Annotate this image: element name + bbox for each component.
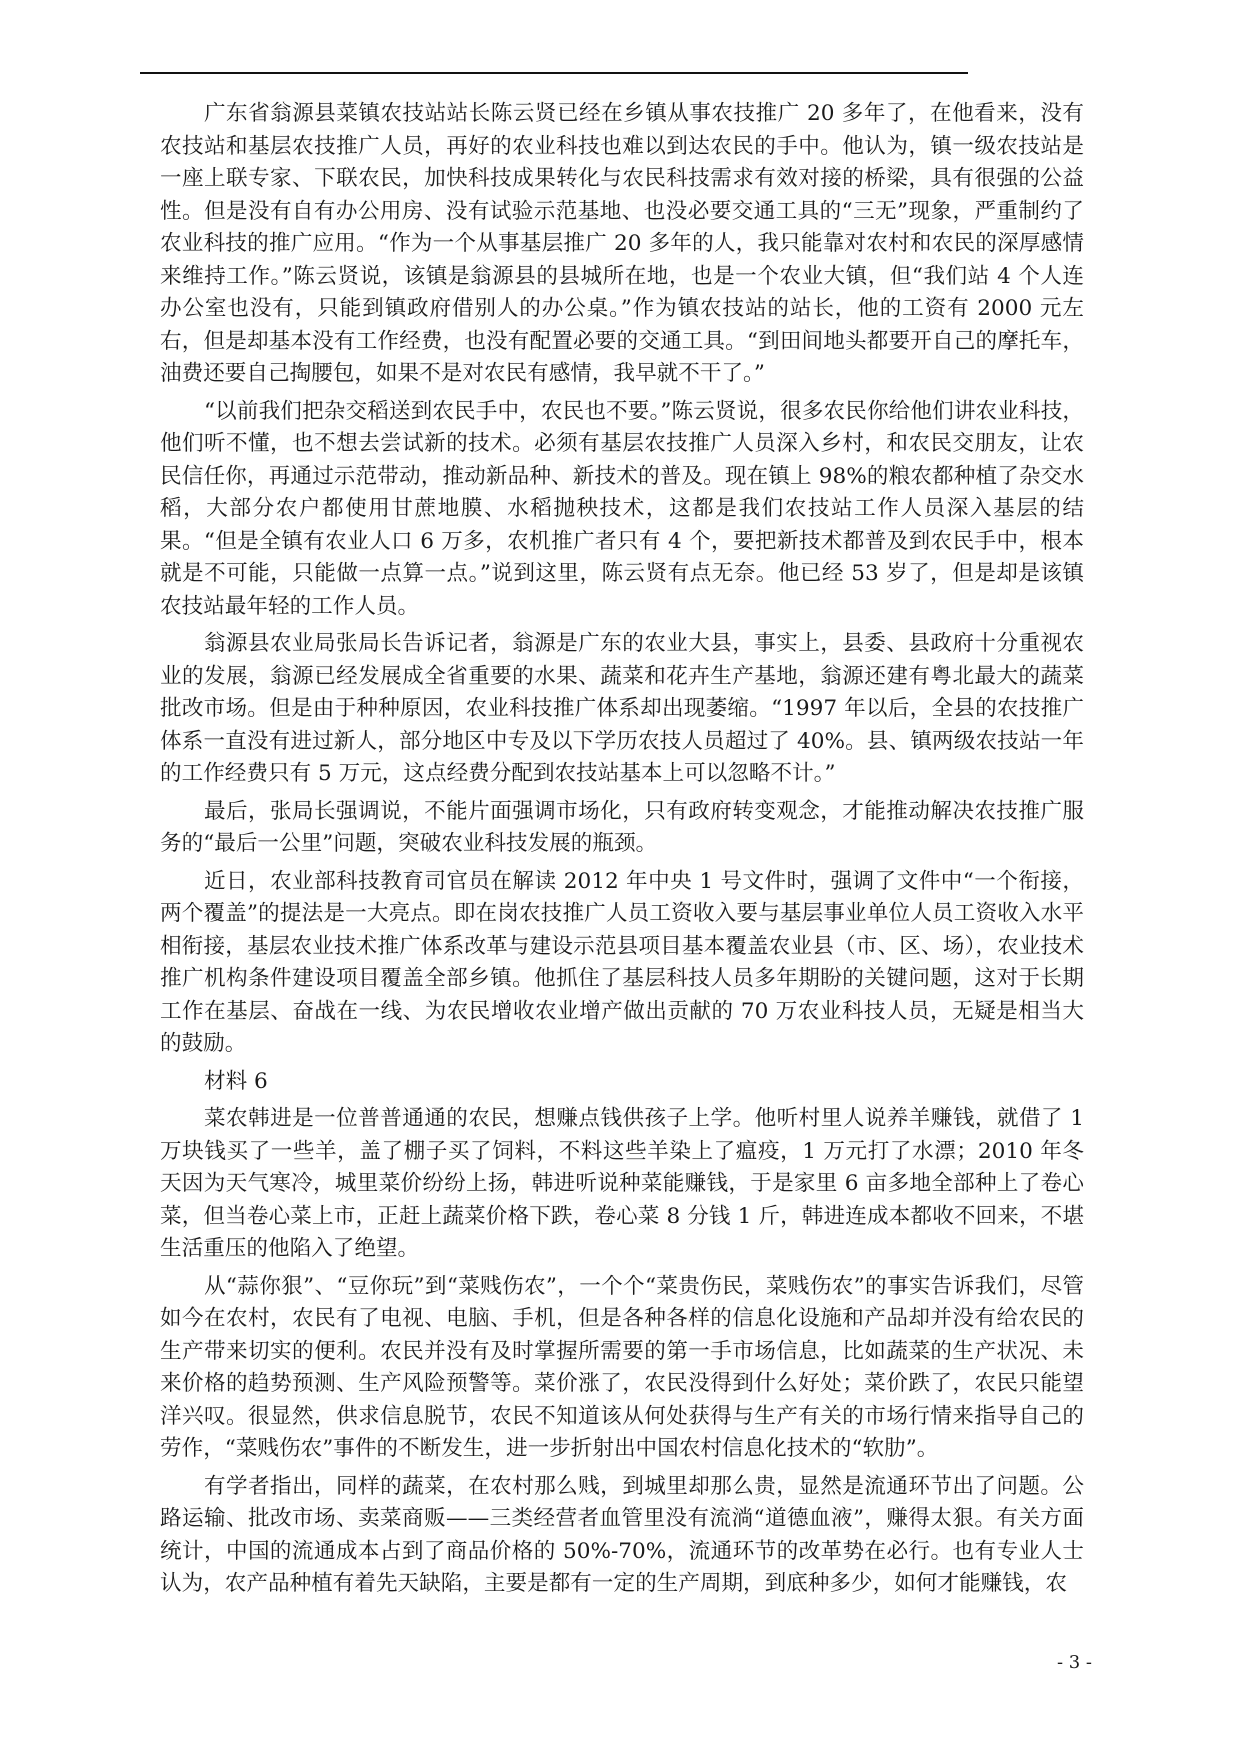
- paragraph: 有学者指出，同样的蔬菜，在农村那么贱，到城里却那么贵，显然是流通环节出了问题。公路运输、批改市场、卖菜商贩——三类经营者血管里没有流淌“道德血液”，赚得太狠。有关方面统计，中国的流通成本占到了商品价格的 50%-70%，流通环节的改革势在必行。也有专业人士认为，农产品种植有着先天缺陷，主要是都有一定的生产周期，到底种多少，如何才能赚钱，农: [160, 1473, 1084, 1596]
- paragraph: 最后，张局长强调说，不能片面强调市场化，只有政府转变观念，才能推动解决农技推广服务的“最后一公里”问题，突破农业科技发展的瓶颈。: [160, 798, 1084, 856]
- paragraph: 广东省翁源县菜镇农技站站长陈云贤已经在乡镇从事农技推广 20 多年了，在他看来，没有农技站和基层农技推广人员，再好的农业科技也难以到达农民的手中。他认为，镇一级农技站是一座上联专家、下联农民，加快科技成果转化与农民科技需求有效对接的桥梁，具有很强的公益性。但是没有自有办公用房、没有试验示范基地、也没必要交通工具的“三无”现象，严重制约了农业科技的推广应用。“作为一个从事基层推广 20 多年的人，我只能靠对农村和农民的深厚感情来维持工作。”陈云贤说，该镇是翁源县的县城所在地，也是一个农业大镇，但“我们站 4 个人连办公室也没有，只能到镇政府借别人的办公桌。”作为镇农技站的站长，他的工资有 2000 元左右，但是却基本没有工作经费，也没有配置必要的交通工具。“到田间地头都要开自己的摩托车，油费还要自己掏腰包，如果不是对农民有感情，我早就不干了。”: [160, 101, 1084, 386]
- header-rule: [140, 72, 968, 74]
- page-number: - 3 -: [1056, 1652, 1092, 1673]
- paragraph: 近日，农业部科技教育司官员在解读 2012 年中央 1 号文件时，强调了文件中“一个衔接，两个覆盖”的提法是一大亮点。即在岗农技推广人员工资收入要与基层事业单位人员工资收入水平相衔接，基层农业技术推广体系改革与建设示范县项目基本覆盖农业县（市、区、场），农业技术推广机构条件建设项目覆盖全部乡镇。他抓住了基层科技人员多年期盼的关键问题，这对于长期工作在基层、奋战在一线、为农民增收农业增产做出贡献的 70 万农业科技人员，无疑是相当大的鼓励。: [160, 868, 1084, 1056]
- document-body: [160, 98, 1084, 1606]
- section-heading-material-6: 材料 6: [204, 1068, 268, 1094]
- paragraph: 翁源县农业局张局长告诉记者，翁源是广东的农业大县，事实上，县委、县政府十分重视农业的发展，翁源已经发展成全省重要的水果、蔬菜和花卉生产基地，翁源还建有粤北最大的蔬菜批改市场。但是由于种种原因，农业科技推广体系却出现萎缩。“1997 年以后，全县的农技推广体系一直没有进过新人，部分地区中专及以下学历农技人员超过了 40%。县、镇两级农技站一年的工作经费只有 5 万元，这点经费分配到农技站基本上可以忽略不计。”: [160, 631, 1084, 786]
- paragraph: “以前我们把杂交稻送到农民手中，农民也不要。”陈云贤说，很多农民你给他们讲农业科技，他们听不懂，也不想去尝试新的技术。必须有基层农技推广人员深入乡村，和农民交朋友，让农民信任你，再通过示范带动，推动新品种、新技术的普及。现在镇上 98%的粮农都种植了杂交水稻，大部分农户都使用甘蔗地膜、水稻抛秧技术，这都是我们农技站工作人员深入基层的结果。“但是全镇有农业人口 6 万多，农机推广者只有 4 个，要把新技术都普及到农民手中，根本就是不可能，只能做一点算一点。”说到这里，陈云贤有点无奈。他已经 53 岁了，但是却是该镇农技站最年轻的工作人员。: [160, 398, 1084, 619]
- paragraph: 菜农韩进是一位普普通通的农民，想赚点钱供孩子上学。他听村里人说养羊赚钱，就借了 1 万块钱买了一些羊，盖了棚子买了饲料，不料这些羊染上了瘟疫，1 万元打了水漂；2010 年冬天因为天气寒冷，城里菜价纷纷上扬，韩进听说种菜能赚钱，于是家里 6 亩多地全部种上了卷心菜，但当卷心菜上市，正赶上蔬菜价格下跌，卷心菜 8 分钱 1 斤，韩进连成本都收不回来，不堪生活重压的他陷入了绝望。: [160, 1106, 1084, 1261]
- paragraph: 从“蒜你狠”、“豆你玩”到“菜贱伤农”，一个个“菜贵伤民，菜贱伤农”的事实告诉我们，尽管如今在农村，农民有了电视、电脑、手机，但是各种各样的信息化设施和产品却并没有给农民的生产带来切实的便利。农民并没有及时掌握所需要的第一手市场信息，比如蔬菜的生产状况、未来价格的趋势预测、生产风险预警等。菜价涨了，农民没得到什么好处；菜价跌了，农民只能望洋兴叹。很显然，供求信息脱节，农民不知道该从何处获得与生产有关的市场行情来指导自己的劳作，“菜贱伤农”事件的不断发生，进一步折射出中国农村信息化技术的“软肋”。: [160, 1273, 1084, 1461]
